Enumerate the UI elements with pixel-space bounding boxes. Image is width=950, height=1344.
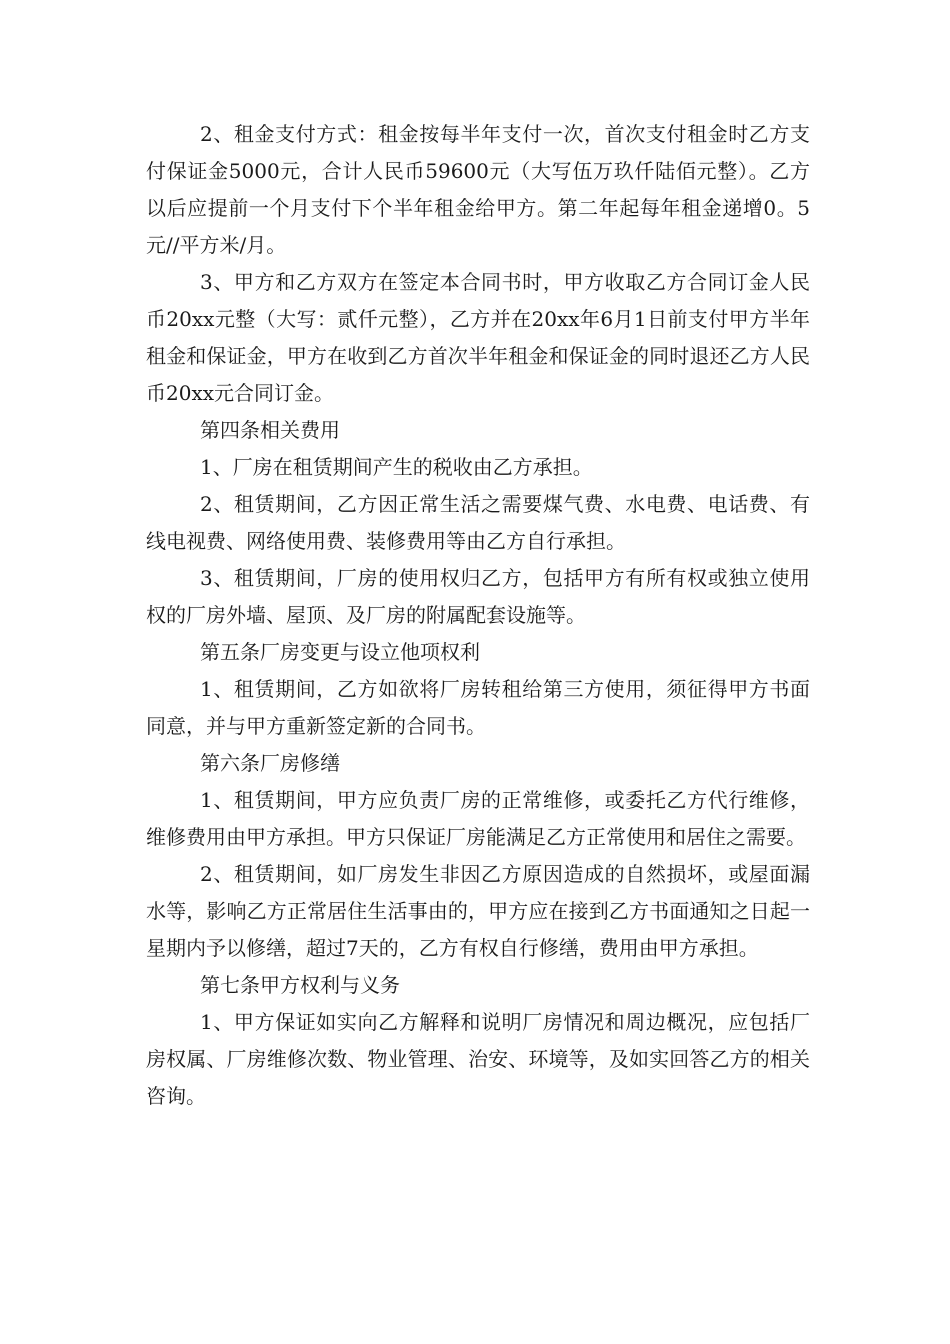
heading-article-7: 第七条甲方权利与义务: [200, 973, 400, 997]
paragraph-rent-payment: 2、租金支付方式：租金按每半年支付一次，首次支付租金时乙方支付保证金5000元，合计人民币59600元（大写伍万玖仟陆佰元整）。乙方以后应提前一个月支付下个半年租金给甲方。第二年起每年租金递增0。5元//平方米/月。: [146, 122, 810, 257]
heading-article-5: 第五条厂房变更与设立他项权利: [200, 640, 480, 664]
paragraph-utilities: 2、租赁期间，乙方因正常生活之需要煤气费、水电费、电话费、有线电视费、网络使用费、装修费用等由乙方自行承担。: [146, 492, 810, 553]
paragraph-usage-rights: 3、租赁期间，厂房的使用权归乙方，包括甲方有所有权或独立使用权的厂房外墙、屋顶、及厂房的附属配套设施等。: [146, 566, 810, 627]
document-body: [146, 116, 810, 1115]
paragraph-repairs: 2、租赁期间，如厂房发生非因乙方原因造成的自然损坏，或屋面漏水等，影响乙方正常居住生活事由的，甲方应在接到乙方书面通知之日起一星期内予以修缮，超过7天的，乙方有权自行修缮，费用由甲方承担。: [146, 862, 810, 960]
heading-article-6: 第六条厂房修缮: [200, 751, 340, 775]
paragraph-disclosure: 1、甲方保证如实向乙方解释和说明厂房情况和周边概况，应包括厂房权属、厂房维修次数、物业管理、治安、环境等，及如实回答乙方的相关咨询。: [146, 1010, 810, 1108]
paragraph-deposit: 3、甲方和乙方双方在签定本合同书时，甲方收取乙方合同订金人民币20xx元整（大写：贰仟元整），乙方并在20xx年6月1日前支付甲方半年租金和保证金，甲方在收到乙方首次半年租金和保证金的同时退还乙方人民币20xx元合同订金。: [146, 270, 810, 405]
paragraph-tax: 1、厂房在租赁期间产生的税收由乙方承担。: [200, 455, 593, 479]
paragraph-sublease: 1、租赁期间，乙方如欲将厂房转租给第三方使用，须征得甲方书面同意，并与甲方重新签定新的合同书。: [146, 677, 810, 738]
heading-article-4: 第四条相关费用: [200, 418, 340, 442]
paragraph-maintenance: 1、租赁期间，甲方应负责厂房的正常维修，或委托乙方代行维修，维修费用由甲方承担。甲方只保证厂房能满足乙方正常使用和居住之需要。: [146, 788, 810, 849]
